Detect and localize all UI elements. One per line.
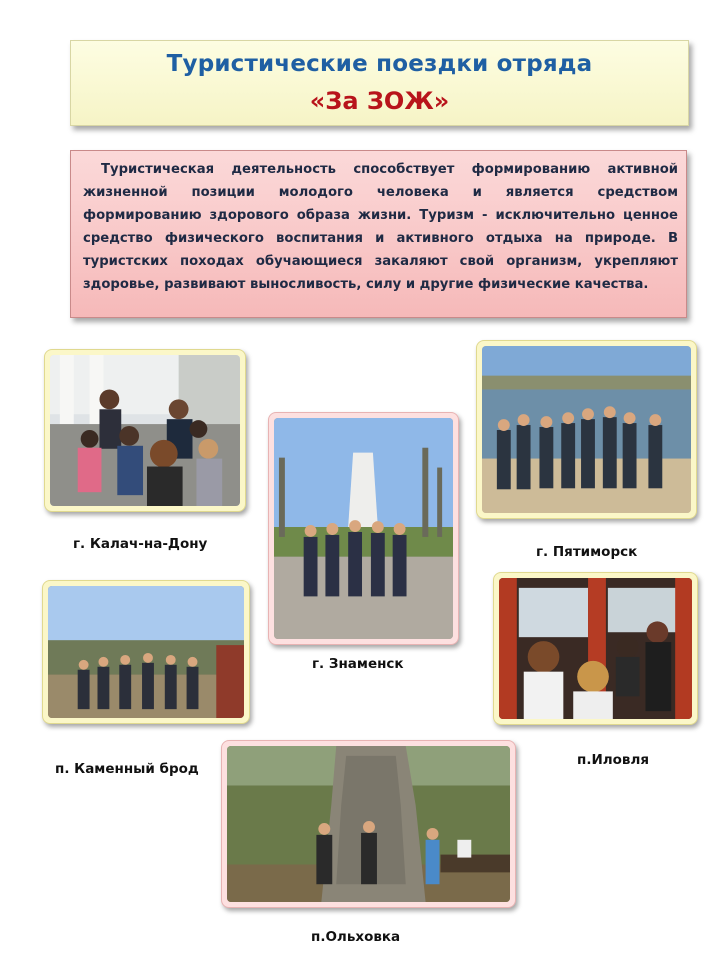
photo-kalach [44,349,246,512]
page-title: Туристические поездки отряда [166,51,593,77]
photo-znamensk [268,412,459,645]
group-photo-image [227,746,510,902]
caption-ilovlya: п.Иловля [577,752,650,768]
group-photo-image [482,346,691,513]
intro-paragraph: Туристическая деятельность способствует формированию активной жизненной позиции молодого человека и является средством формированию здорового образа жизни. Туризм - исключительно ценное средство физического воспитания и активного отдыха на природе. В туристских походах обучающиеся закаляют свой организм, укрепляют здоровье, развивают выносливость, силу и другие физические качества. [83,162,678,292]
title-banner [70,40,689,126]
group-photo-image [50,355,240,506]
page-subtitle: «За ЗОЖ» [309,87,450,115]
photo-pyatimorsk [476,340,697,519]
group-photo-image [274,418,453,639]
group-photo-image [499,578,692,719]
photo-kamenny-brod [42,580,250,724]
group-photo-image [48,586,244,718]
caption-znamensk: г. Знаменск [312,656,404,672]
intro-panel [70,150,687,318]
caption-olkhovka: п.Ольховка [311,929,401,945]
photo-ilovlya [493,572,698,725]
photo-olkhovka [221,740,516,908]
caption-pyatimorsk: г. Пятиморск [536,544,638,560]
caption-kalach: г. Калач-на-Дону [73,536,208,552]
caption-kamenny-brod: п. Каменный брод [55,761,199,777]
